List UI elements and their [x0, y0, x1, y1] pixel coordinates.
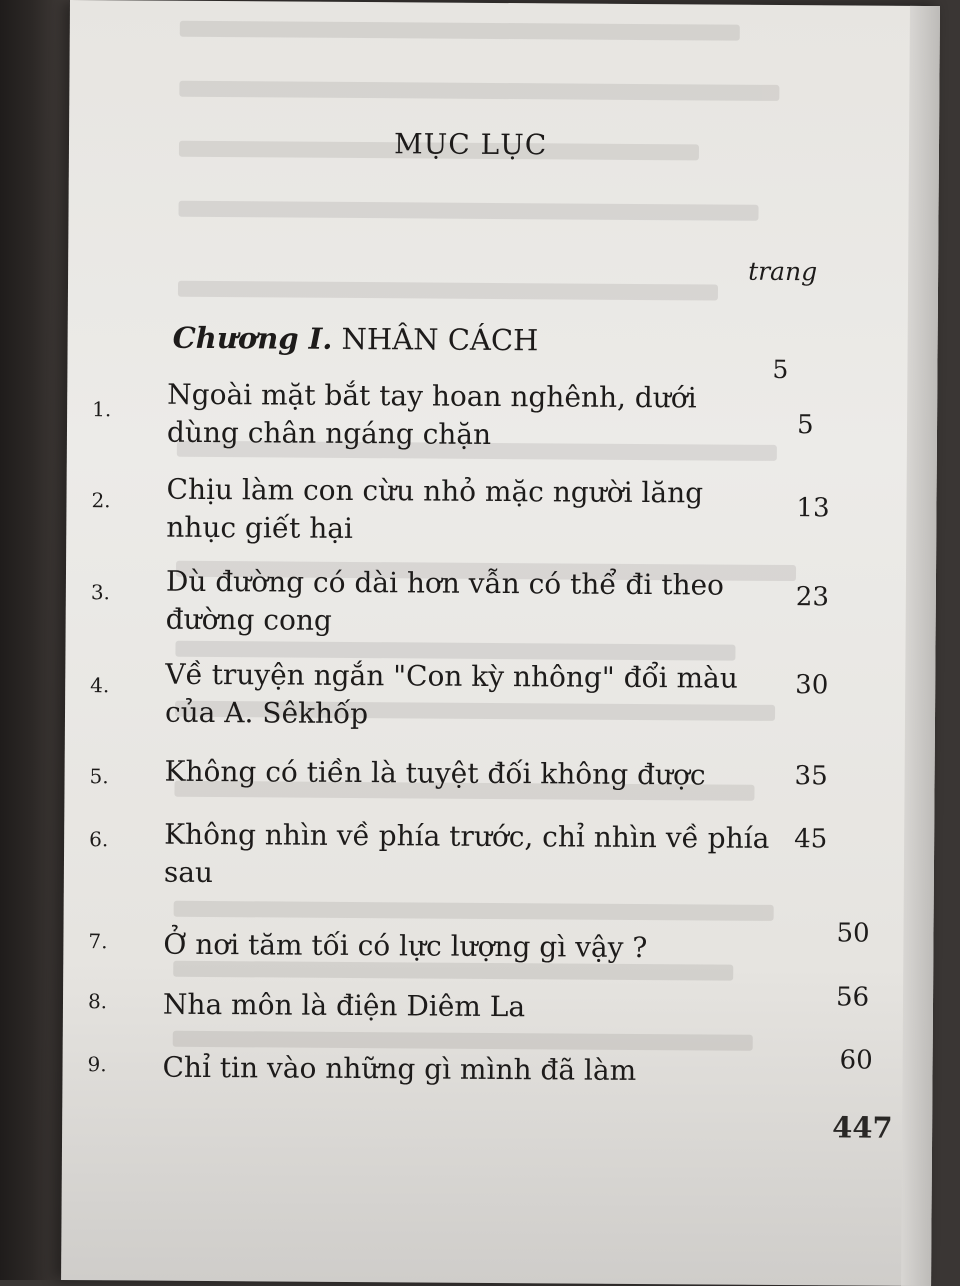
entry-page: 35	[794, 761, 828, 792]
entry-page: 60	[839, 1045, 873, 1076]
chapter-name: NHÂN CÁCH	[341, 321, 539, 358]
chapter-page-number: 5	[772, 354, 789, 385]
toc-entry	[87, 1045, 873, 1087]
entry-number: 8.	[87, 989, 108, 1014]
entry-page: 50	[836, 918, 870, 949]
page-title: MỤC LỤC	[393, 127, 548, 162]
toc-entry	[92, 375, 872, 451]
entry-page: 56	[835, 982, 870, 1013]
entry-page: 5	[796, 410, 814, 441]
entry-number: 5.	[89, 764, 109, 789]
entry-page: 45	[794, 824, 828, 855]
chapter-label: Chương I.	[172, 320, 333, 356]
entry-title: Ở nơi tăm tối có lực lượng gì vậy ?	[163, 927, 648, 965]
page-column-label: trang	[748, 256, 818, 287]
entry-title: Về truyện ngắn "Con kỳ nhông" đổi màu của A. Sêkhốp	[164, 657, 738, 731]
book-page	[61, 0, 940, 1286]
entry-number: 9.	[87, 1052, 107, 1077]
toc-entry	[91, 470, 872, 545]
toc-entry	[88, 918, 870, 965]
toc-entry	[90, 562, 871, 637]
page-number: 447	[832, 1110, 893, 1145]
entry-title: Ngoài mặt bắt tay hoan nghênh, dưới dùng chân ngáng chặn	[166, 377, 697, 451]
entry-number: 2.	[91, 488, 111, 513]
entry-number: 7.	[88, 929, 108, 954]
entry-number: 3.	[90, 580, 111, 605]
entry-title: Dù đường có dài hơn vẫn có thể đi theo đường cong	[165, 564, 725, 637]
entry-title: Nha môn là điện Diêm La	[162, 987, 526, 1024]
page-edge	[901, 6, 940, 1286]
toc-entry	[89, 815, 869, 890]
entry-number: 1.	[92, 397, 112, 422]
entry-page: 13	[796, 493, 830, 524]
entry-title: Chỉ tin vào những gì mình đã làm	[162, 1050, 637, 1087]
chapter-heading	[173, 321, 539, 358]
entry-title: Không có tiền là tuyệt đối không được	[164, 754, 706, 792]
toc-entry	[87, 982, 870, 1024]
entry-number: 6.	[89, 827, 109, 852]
entry-title: Không nhìn về phía trước, chỉ nhìn về phía sau	[163, 817, 770, 890]
entry-number: 4.	[90, 673, 110, 698]
toc-entry	[90, 655, 870, 731]
entry-page: 23	[795, 582, 830, 613]
entry-page: 30	[795, 670, 829, 701]
toc-entry	[89, 752, 870, 792]
entry-title: Chịu làm con cừu nhỏ mặc người lăng nhục giết hại	[166, 472, 704, 545]
